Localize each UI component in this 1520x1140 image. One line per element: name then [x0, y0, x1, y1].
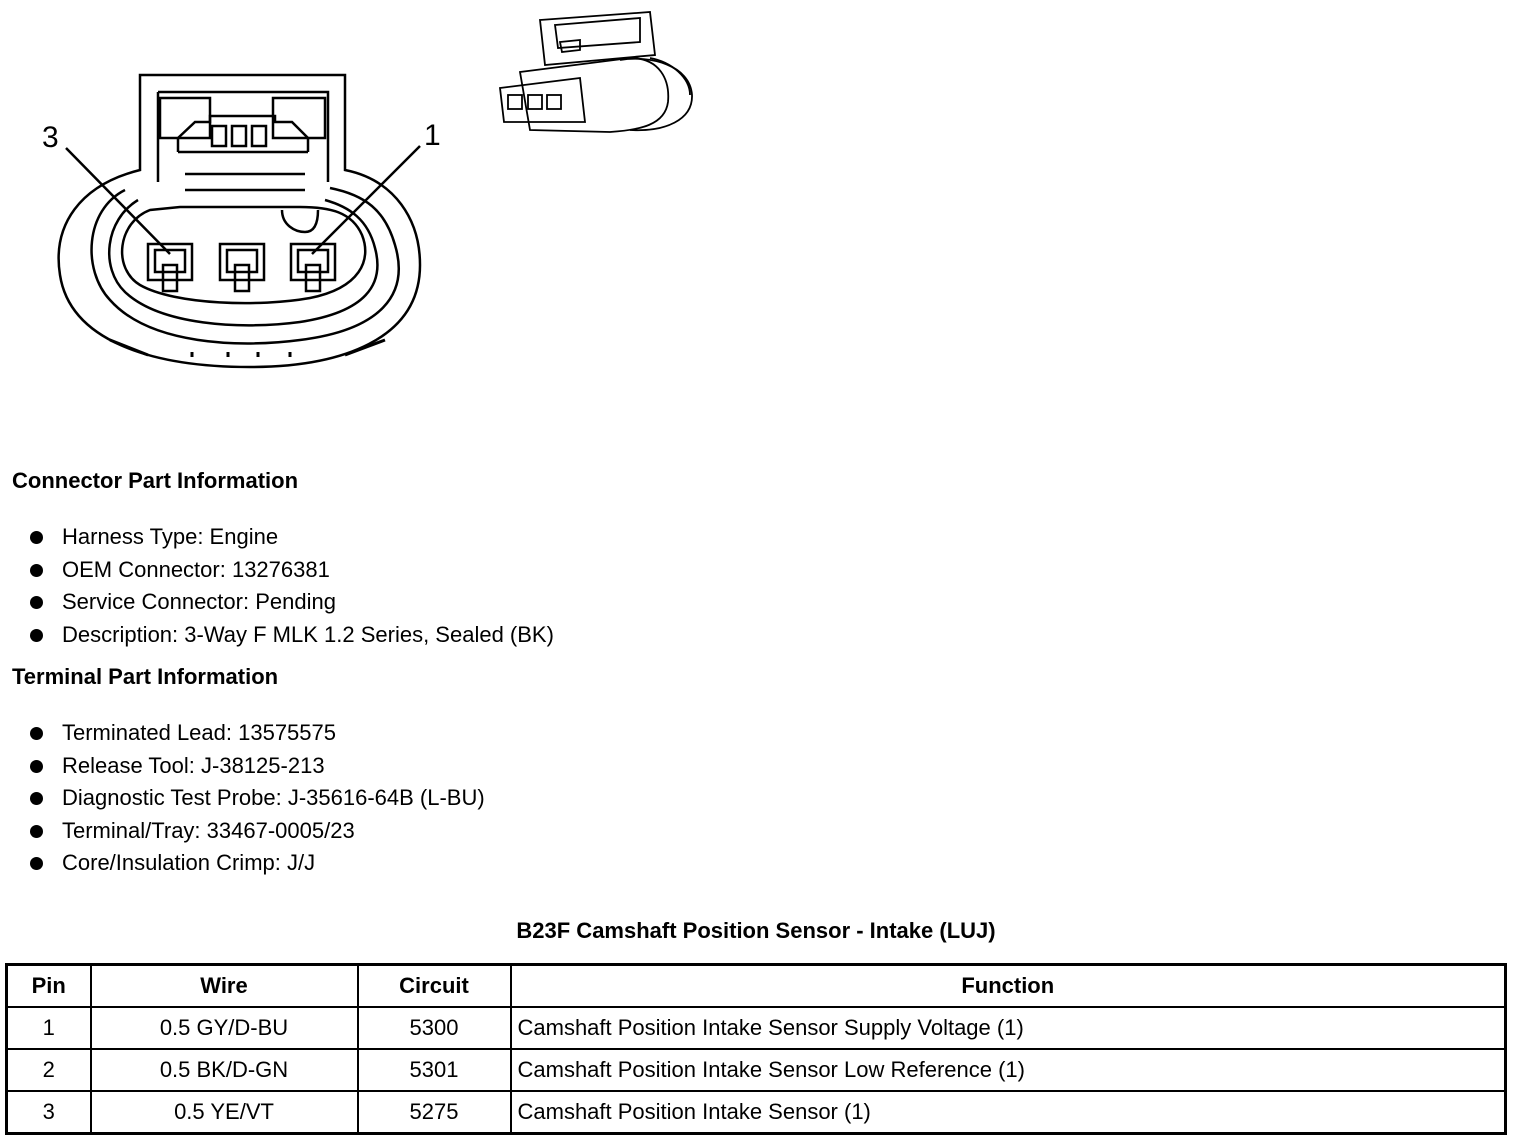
cell-function: Camshaft Position Intake Sensor Supply Voltage (1) [511, 1007, 1506, 1049]
bullet-icon [30, 727, 43, 740]
list-item-text: Harness Type: Engine [62, 524, 279, 549]
connector-face-drawing [59, 75, 420, 367]
table-row [7, 1091, 1506, 1134]
list-item [28, 521, 554, 554]
list-item [28, 586, 554, 619]
bullet-icon [30, 531, 43, 544]
connector-diagram [0, 0, 720, 420]
terminal-cavity-3 [148, 244, 192, 291]
terminal-cavity-1 [291, 244, 335, 291]
list-item [28, 847, 485, 880]
bullet-icon [30, 857, 43, 870]
cell-circuit: 5301 [358, 1049, 511, 1091]
cell-wire: 0.5 YE/VT [91, 1091, 358, 1134]
terminal-part-info-heading: Terminal Part Information [12, 664, 279, 689]
list-item [28, 782, 485, 815]
connector-part-info-heading: Connector Part Information [12, 468, 299, 493]
cell-pin: 1 [7, 1007, 91, 1049]
list-item-text: Terminal/Tray: 33467-0005/23 [62, 817, 355, 843]
cell-pin: 2 [7, 1049, 91, 1091]
bullet-icon [30, 792, 43, 805]
list-item [28, 750, 485, 783]
list-item-text: Diagnostic Test Probe: J-35616-64B (L-BU) [62, 785, 485, 811]
cell-function: Camshaft Position Intake Sensor (1) [511, 1091, 1506, 1134]
bullet-icon [30, 760, 43, 773]
connector-3d-view [500, 12, 692, 132]
connector-part-info-list [28, 521, 554, 651]
list-item-text: OEM Connector: 13276381 [62, 556, 330, 582]
column-header-pin: Pin [7, 965, 91, 1008]
cell-wire: 0.5 GY/D-BU [91, 1007, 358, 1049]
terminal-part-info-list [28, 717, 485, 880]
column-header-wire: Wire [91, 965, 358, 1008]
table-row [7, 1049, 1506, 1091]
bullet-icon [30, 564, 43, 577]
bullet-icon [30, 629, 43, 642]
list-item-text: Release Tool: J-38125-213 [62, 752, 325, 778]
list-item [28, 554, 554, 587]
cell-circuit: 5300 [358, 1007, 511, 1049]
list-item [28, 815, 485, 848]
cell-wire: 0.5 BK/D-GN [91, 1049, 358, 1091]
list-item-text: Description: 3-Way F MLK 1.2 Series, Sealed (BK) [62, 621, 554, 647]
pin-label-1: 1 [424, 119, 441, 152]
bullet-icon [30, 825, 43, 838]
list-item [28, 717, 485, 750]
list-item-text: Core/Insulation Crimp: J/J [62, 850, 316, 876]
pinout-table-title: B23F Camshaft Position Sensor - Intake (LUJ) [516, 918, 996, 943]
column-header-circuit: Circuit [358, 965, 511, 1008]
bullet-icon [30, 596, 43, 609]
table-header-row [7, 965, 1506, 1008]
cell-circuit: 5275 [358, 1091, 511, 1134]
list-item [28, 619, 554, 652]
cell-pin: 3 [7, 1091, 91, 1134]
column-header-function: Function [511, 965, 1506, 1008]
list-item-text: Terminated Lead: 13575575 [62, 720, 336, 745]
pinout-table [5, 963, 1507, 1135]
terminal-cavity-2 [220, 244, 264, 291]
cell-function: Camshaft Position Intake Sensor Low Reference (1) [511, 1049, 1506, 1091]
table-row [7, 1007, 1506, 1049]
list-item-text: Service Connector: Pending [62, 589, 336, 615]
pin-label-3: 3 [42, 121, 59, 154]
